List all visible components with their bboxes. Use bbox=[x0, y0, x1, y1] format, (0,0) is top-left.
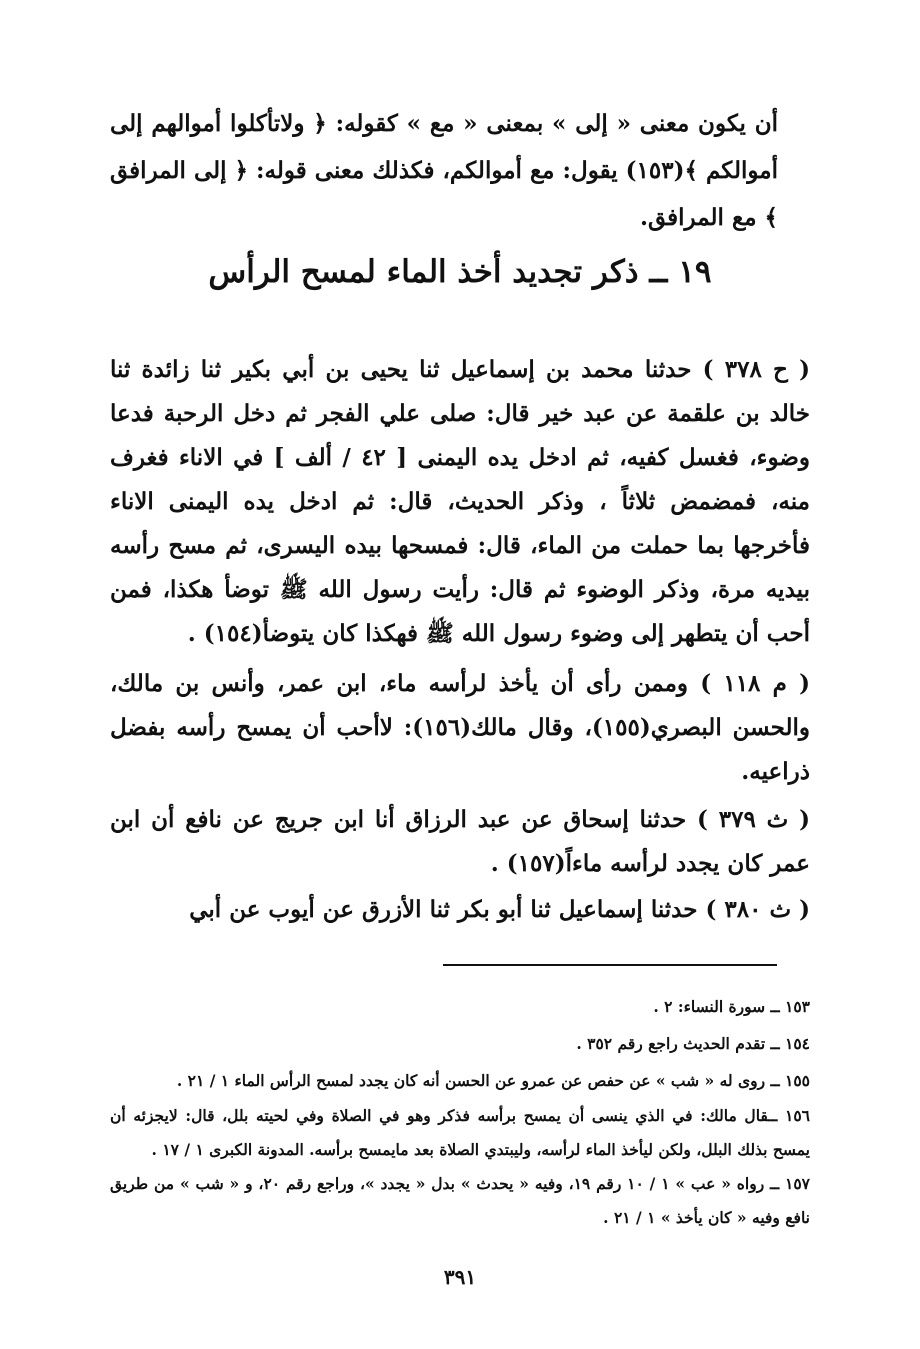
paragraph-text: ( ث ٣٨٠ ) حدثنا إسماعيل ثنا أبو بكر ثنا الأزرق عن أيوب عن أبي bbox=[189, 896, 810, 923]
footnote-154: ١٥٤ ــ تقدم الحديث راجع رقم ٣٥٢ . bbox=[576, 1034, 810, 1053]
intro-paragraph bbox=[110, 100, 778, 241]
paragraph-text: ( م ١١٨ ) وممن رأى أن يأخذ لرأسه ماء، ابن عمر، وأنس بن مالك، والحسن البصري(١٥٥)، وقال مالك(١٥٦): لاأحب أن يمسح رأسه بفضل ذراعيه. bbox=[110, 670, 811, 785]
section-heading: ١٩ ــ ذكر تجديد أخذ الماء لمسح الرأس bbox=[208, 254, 712, 290]
paragraph-text: ( ث ٣٧٩ ) حدثنا إسحاق عن عبد الرزاق أنا ابن جريج عن نافع أن ابن عمر كان يجدد لرأسه ماءاً(١٥٧) . bbox=[110, 806, 810, 877]
footnote-155: ١٥٥ ــ روى له « شب » عن حفص عن عمرو عن الحسن أنه كان يجدد لمسح الرأس الماء ١ / ٢١ . bbox=[176, 1071, 810, 1090]
hadith-378-paragraph bbox=[110, 348, 810, 656]
footnote-153: ١٥٣ ــ سورة النساء: ٢ . bbox=[653, 997, 810, 1016]
intro-text: أن يكون معنى « إلى » بمعنى « مع » كقوله: ﴿ ولاتأكلوا أموالهم إلى أموالكم ﴾(١٥٣) يقول: مع أموالكم، فكذلك معنى قوله: ﴿ إلى المرافق ﴾ مع المرافق. bbox=[110, 110, 778, 231]
paragraph-text: ( ح ٣٧٨ ) حدثنا محمد بن إسماعيل ثنا يحيى بن أبي بكير ثنا زائدة ثنا خالد بن علقمة عن عبد خير قال: صلى علي الفجر ثم دخل الرحبة فدعا وضوء، فغسل كفيه، ثم ادخل يده اليمنى [ ٤٢ / ألف ] في الاناء فغرف منه، فمضمض ثلاثاً ، وذكر الحديث، قال: ثم ادخل يده اليمنى الاناء فأخرجها بما حملت من الماء، قال: فمسحها بيده اليسرى، ثم مسح رأسه بيديه مرة، وذكر الوضوء ثم قال: رأيت رسول الله ﷺ توضأ هكذا، فمن أحب أن يتطهر إلى وضوء رسول الله ﷺ فهكذا كان يتوضأ(١٥٤) . bbox=[110, 356, 810, 647]
footnote-156: ١٥٦ ــقال مالك: في الذي ينسى أن يمسح برأسه فذكر وهو في الصلاة وفي لحيته بلل، قال: لايجزئه أن يمسح بذلك البلل، ولكن ليأخذ الماء لرأسه، وليبتدي الصلاة بعد مايمسح برأسه. المدونة الكبرى ١ / ١٧ . bbox=[110, 1106, 810, 1159]
athar-118-paragraph bbox=[110, 662, 810, 794]
footnote-157: ١٥٧ ــ رواه « عب » ١ / ١٠ رقم ١٩، وفيه « يحدث » بدل « يجدد »، وراجع رقم ٢٠، و « شب » من طريق نافع وفيه « كان يأخذ » ١ / ٢١ . bbox=[110, 1174, 810, 1227]
footnote-divider bbox=[443, 964, 777, 966]
athar-380-paragraph bbox=[110, 888, 810, 932]
athar-379-paragraph bbox=[110, 798, 810, 886]
page-number: ٣٩١ bbox=[443, 1265, 477, 1289]
footnotes bbox=[110, 988, 810, 1235]
